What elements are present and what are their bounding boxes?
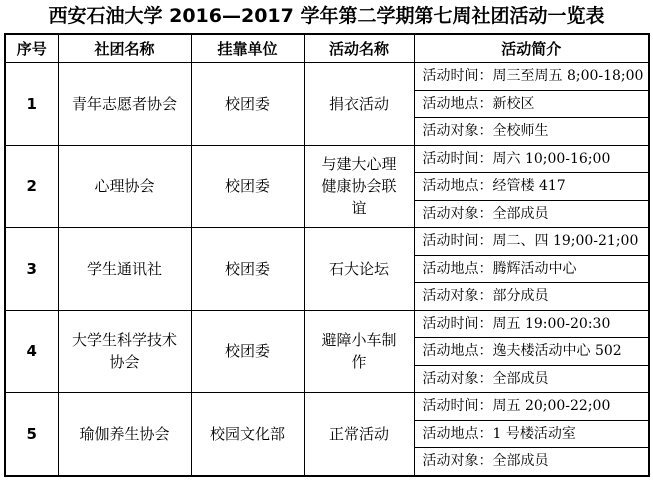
header-row (5, 34, 649, 63)
cell-brief-place: 活动地点：1 号楼活动室 (414, 420, 649, 448)
cell-brief-place: 活动地点：逸夫楼活动中心 502 (414, 338, 649, 366)
table-row (5, 145, 649, 173)
col-header-activity-name: 活动名称 (304, 34, 414, 63)
cell-brief-place: 活动地点：新校区 (414, 90, 649, 118)
cell-activity-name: 与建大心理健康协会联谊 (304, 145, 414, 228)
table-row (5, 393, 649, 421)
col-header-unit: 挂靠单位 (191, 34, 304, 63)
cell-unit: 校团委 (191, 145, 304, 228)
cell-index: 1 (5, 63, 58, 146)
cell-index: 3 (5, 228, 58, 311)
cell-brief-time: 活动时间：周五 20;00-22;00 (414, 393, 649, 421)
col-header-club-name: 社团名称 (58, 34, 191, 63)
cell-brief-target: 活动对象：全部成员 (414, 200, 649, 228)
cell-unit: 校团委 (191, 310, 304, 393)
cell-brief-place: 活动地点：腾辉活动中心 (414, 255, 649, 283)
cell-club-name: 心理协会 (58, 145, 191, 228)
document-title: 西安石油大学 2016—2017 学年第二学期第七周社团活动一览表 (48, 5, 605, 27)
cell-brief-time: 活动时间：周六 10;00-16;00 (414, 145, 649, 173)
cell-club-name: 学生通讯社 (58, 228, 191, 311)
cell-activity-name: 石大论坛 (304, 228, 414, 311)
cell-brief-place: 活动地点：经管楼 417 (414, 173, 649, 201)
cell-brief-time: 活动时间：周五 19:00-20:30 (414, 310, 649, 338)
cell-index: 5 (5, 393, 58, 476)
cell-unit: 校园文化部 (191, 393, 304, 476)
cell-brief-target: 活动对象：全部成员 (414, 448, 649, 476)
cell-activity-name: 捐衣活动 (304, 63, 414, 146)
cell-index: 4 (5, 310, 58, 393)
cell-brief-target: 活动对象：部分成员 (414, 283, 649, 311)
document-page (0, 4, 653, 486)
cell-brief-time: 活动时间：周二、四 19;00-21;00 (414, 228, 649, 256)
cell-brief-target: 活动对象：全部成员 (414, 365, 649, 393)
cell-unit: 校团委 (191, 228, 304, 311)
cell-activity-name: 正常活动 (304, 393, 414, 476)
cell-club-name: 瑜伽养生协会 (58, 393, 191, 476)
col-header-index: 序号 (5, 34, 58, 63)
cell-index: 2 (5, 145, 58, 228)
cell-unit: 校团委 (191, 63, 304, 146)
club-activity-table (4, 33, 650, 477)
cell-brief-target: 活动对象：全校师生 (414, 118, 649, 146)
table-row (5, 310, 649, 338)
table-row (5, 63, 649, 91)
cell-club-name: 大学生科学技术协会 (58, 310, 191, 393)
cell-brief-time: 活动时间：周三至周五 8;00-18;00 (414, 63, 649, 91)
col-header-brief: 活动简介 (414, 34, 649, 63)
cell-activity-name: 避障小车制作 (304, 310, 414, 393)
cell-club-name: 青年志愿者协会 (58, 63, 191, 146)
table-row (5, 228, 649, 256)
